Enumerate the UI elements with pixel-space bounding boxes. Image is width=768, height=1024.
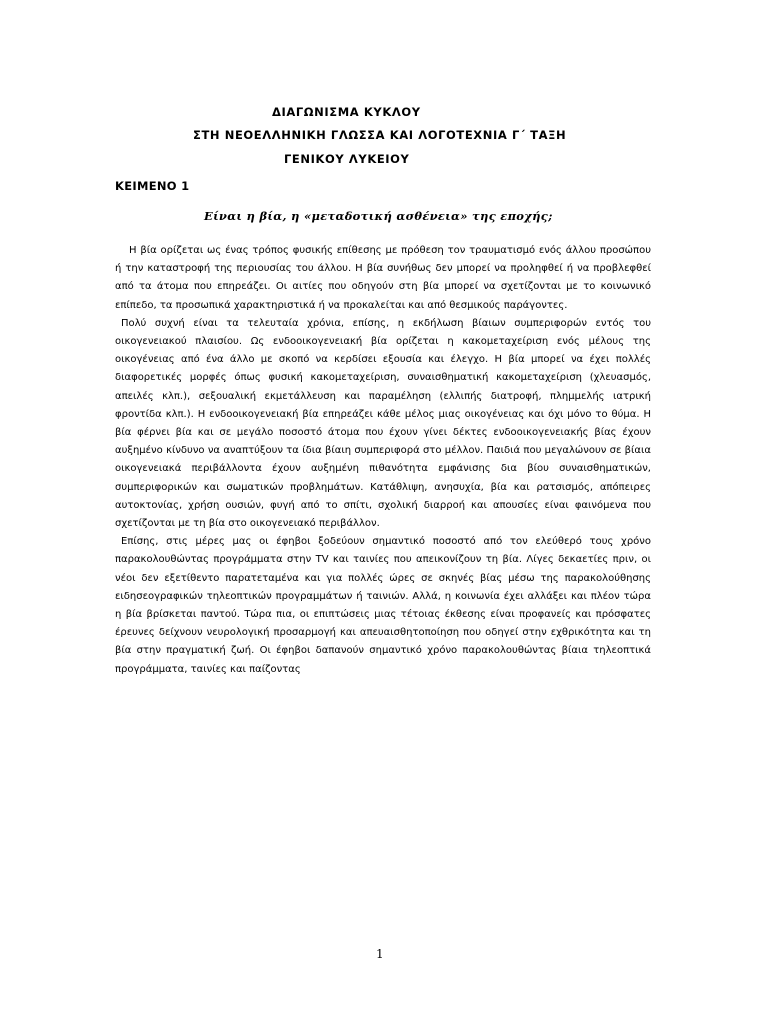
- exam-school: ΓΕΝΙΚΟΥ ΛΥΚΕΙΟΥ: [284, 152, 410, 166]
- exam-subject: ΣΤΗ ΝΕΟΕΛΛΗΝΙΚΗ ΓΛΩΣΣΑ ΚΑΙ ΛΟΓΟΤΕΧΝΙΑ Γ΄ ΤΑΞΗ: [193, 128, 567, 142]
- page-number: 1: [376, 947, 384, 961]
- section-label: ΚΕΙΜΕΝΟ 1: [115, 179, 190, 193]
- paragraph: Επίσης, στις μέρες μας οι έφηβοι ξοδεύουν σημαντικό ποσοστό από τον ελεύθερό τους χρόνο παρακολουθώντας προγράμματα στην TV και ταινίες που απεικονίζουν τη βία. Λίγες δεκαετίες πριν, οι νέοι δεν εξετίθεντο παρατεταμένα και για πολλές ώρες σε σκηνές βίας μέσω της παρακολούθησης ειδησεογραφικών τηλεοπτικών προγραμμάτων ή ταινιών. Αλλά, η κοινωνία έχει αλλάξει και πλέον τώρα η βία βρίσκεται παντού. Τώρα πια, οι επιπτώσεις μιας τέτοιας έκθεσης είναι προφανείς και πρόσφατες έρευνες δείχνουν νευρολογική προσαρμογή και απευαισθητοποίηση που οδηγεί στην εχθρικότητα και τη βία στην πραγματική ζωή. Οι έφηβοι δαπανούν σημαντικό χρόνο παρακολουθώντας βίαια τηλεοπτικά προγράμματα, ταινίες και παίζοντας: [115, 536, 651, 675]
- paragraph: Πολύ συχνή είναι τα τελευταία χρόνια, επίσης, η εκδήλωση βίαιων συμπεριφορών εντός του οικογενειακού πλαισίου. Ως ενδοοικογενειακή βία ορίζεται η κακομεταχείριση ενός μέλους της οικογένειας από ένα άλλο με σκοπό να κερδίσει εξουσία και έλεγχο. Η βία μπορεί να έχει πολλές διαφορετικές μορφές όπως φυσική κακομεταχείριση, συναισθηματική κακομεταχείριση (χλευασμός, απειλές κλπ.), σεξουαλική εκμετάλλευση και παραμέληση (ελλιπής διατροφή, πλημμελής ιατρική φροντίδα κλπ.). Η ενδοοικογενειακή βία επηρεάζει κάθε μέλος μιας οικογένειας και όχι μόνο το θύμα. Η βία φέρνει βία και σε μεγάλο ποσοστό άτομα που έχουν γίνει δέκτες ενδοοικογενειακής βίας έχουν αυξημένο κίνδυνο να αναπτύξουν τα ίδια βίαιη συμπεριφορά στο μέλλον. Παιδιά που μεγαλώνουν σε βίαια οικογενειακά περιβάλλοντα έχουν αυξημένη πιθανότητα εμφάνισης δια βίου συναισθηματικών, συμπεριφορικών και σωματικών προβλημάτων. Κατάθλιψη, ανησυχία, βία και ρατσισμός, απόπειρες αυτοκτονίας, χρήση ουσιών, φυγή από το σπίτι, σχολική διαρροή και απουσίες είναι φαινόμενα που σχετίζονται με τη βία στο οικογενειακό περιβάλλον.: [115, 317, 651, 530]
- body-text: [115, 242, 651, 679]
- exam-title: ΔΙΑΓΩΝΙΣΜΑ ΚΥΚΛΟΥ: [272, 105, 421, 119]
- text-title: Είναι η βία, η «μεταδοτική ασθένεια» της εποχής;: [204, 209, 553, 223]
- paragraph: Η βία ορίζεται ως ένας τρόπος φυσικής επίθεσης με πρόθεση τον τραυματισμό ενός άλλου προσώπου ή την καταστροφή της περιουσίας του άλλου. Η βία συνήθως δεν μπορεί να προληφθεί ή να προβλεφθεί από τα άτομα που επηρεάζει. Οι αιτίες που οδηγούν στη βία μπορεί να σχετίζονται με το κοινωνικό επίπεδο, τα προσωπικά χαρακτηριστικά ή να προκαλείται και από θεσμικούς παράγοντες.: [115, 245, 651, 311]
